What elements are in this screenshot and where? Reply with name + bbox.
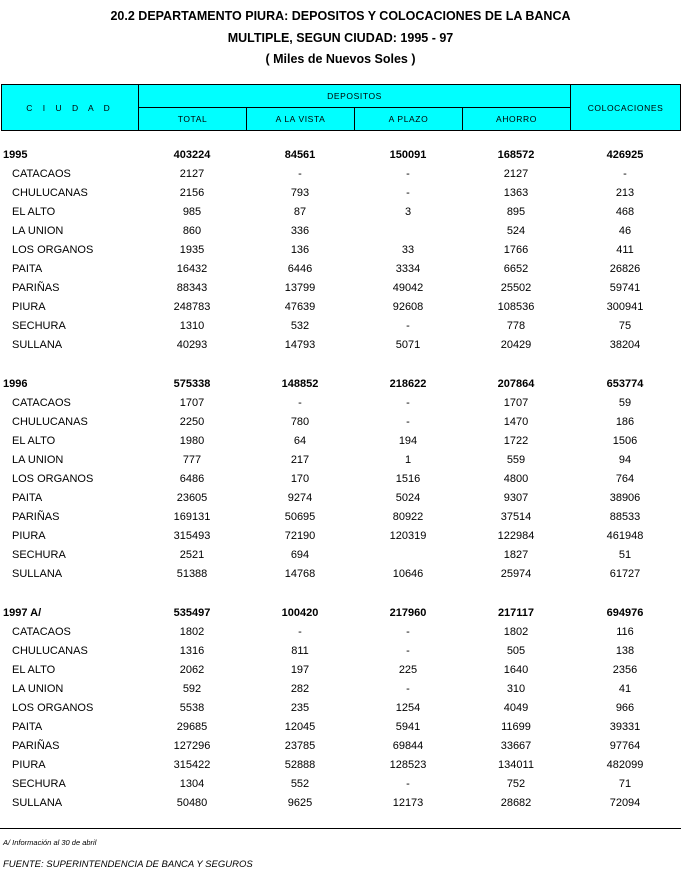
value-cell: 50695	[284, 511, 316, 523]
header-a-plazo: A PLAZO	[355, 108, 463, 131]
year-total-row	[0, 146, 681, 165]
value-cell: 33667	[500, 740, 532, 752]
value-cell: 2062	[179, 664, 205, 676]
table-row	[0, 794, 681, 813]
city-name: EL ALTO	[12, 435, 56, 447]
city-name: LOS ORGANOS	[12, 473, 94, 485]
value-cell: 213	[615, 187, 635, 199]
table-header	[1, 84, 681, 131]
city-name: PIURA	[12, 301, 46, 313]
value-cell: 6446	[287, 263, 313, 275]
value-cell: 97764	[609, 740, 641, 752]
value-cell: 3	[404, 206, 412, 218]
value-cell: 248783	[173, 301, 211, 313]
value-cell: -	[406, 397, 410, 409]
value-cell: 46	[618, 225, 632, 237]
value-cell: 72094	[609, 797, 641, 809]
year-label: 1995	[3, 149, 28, 161]
table-row	[0, 737, 681, 756]
table-row	[0, 203, 681, 222]
value-cell: 1827	[503, 549, 529, 561]
total-cell: 148852	[281, 378, 319, 390]
value-cell: 128523	[389, 759, 427, 771]
city-name: PIURA	[12, 759, 46, 771]
value-cell: 1304	[179, 778, 205, 790]
table-row	[0, 241, 681, 260]
value-cell: 811	[291, 645, 309, 657]
total-cell: 426925	[606, 149, 644, 161]
value-cell: 559	[506, 454, 526, 466]
city-name: EL ALTO	[12, 664, 56, 676]
value-cell: 1506	[612, 435, 638, 447]
value-cell: 14793	[284, 339, 316, 351]
year-label: 1997 A/	[3, 607, 42, 619]
city-name: PAITA	[12, 721, 43, 733]
value-cell: -	[406, 187, 410, 199]
value-cell: 2250	[179, 416, 205, 428]
table-row	[0, 413, 681, 432]
value-cell: 52888	[284, 759, 316, 771]
total-cell: 575338	[173, 378, 211, 390]
value-cell: 10646	[392, 568, 424, 580]
value-cell: 1640	[503, 664, 529, 676]
total-cell: 217117	[497, 607, 535, 619]
value-cell: -	[406, 626, 410, 638]
value-cell: 1316	[179, 645, 205, 657]
value-cell: 94	[618, 454, 632, 466]
value-cell: 47639	[284, 301, 316, 313]
value-cell: 9274	[287, 492, 313, 504]
value-cell: 28682	[500, 797, 532, 809]
value-cell: 505	[506, 645, 526, 657]
value-cell: 23785	[284, 740, 316, 752]
value-cell: 59741	[609, 282, 641, 294]
value-cell: 136	[290, 244, 310, 256]
value-cell: 37514	[500, 511, 532, 523]
value-cell: 9625	[287, 797, 313, 809]
value-cell: 694	[290, 549, 310, 561]
value-cell: 310	[506, 683, 526, 695]
value-cell: 11699	[501, 721, 531, 733]
value-cell: 860	[182, 225, 202, 237]
value-cell: -	[406, 645, 410, 657]
value-cell: -	[406, 778, 410, 790]
city-name: LA UNION	[12, 454, 64, 466]
value-cell: 5024	[395, 492, 421, 504]
header-ciudad: C I U D A D	[2, 85, 139, 131]
city-name: LOS ORGANOS	[12, 702, 94, 714]
value-cell: 235	[290, 702, 310, 714]
value-cell: 482099	[606, 759, 644, 771]
total-cell: 100420	[281, 607, 319, 619]
table-row	[0, 775, 681, 794]
value-cell: 61727	[609, 568, 641, 580]
value-cell: 4800	[503, 473, 529, 485]
value-cell: -	[298, 626, 302, 638]
value-cell: -	[298, 168, 302, 180]
total-cell: 207864	[497, 378, 535, 390]
value-cell: 186	[615, 416, 635, 428]
value-cell: 1802	[179, 626, 205, 638]
year-total-row	[0, 604, 681, 623]
table-row	[0, 336, 681, 355]
header-ahorro: AHORRO	[463, 108, 571, 131]
value-cell: -	[406, 168, 410, 180]
value-cell: 33	[401, 244, 415, 256]
city-name: PARIÑAS	[12, 740, 60, 752]
value-cell: 16432	[176, 263, 208, 275]
header-total: TOTAL	[139, 108, 247, 131]
group-spacer	[0, 355, 681, 375]
table-row	[0, 184, 681, 203]
value-cell: 69844	[392, 740, 424, 752]
value-cell: 51	[618, 549, 632, 561]
city-name: SECHURA	[12, 320, 66, 332]
value-cell: 49042	[392, 282, 424, 294]
city-name: PAITA	[12, 492, 43, 504]
table-row	[0, 298, 681, 317]
total-cell: 653774	[606, 378, 644, 390]
table-row	[0, 508, 681, 527]
city-name: SECHURA	[12, 778, 66, 790]
value-cell: 780	[290, 416, 310, 428]
value-cell: 2156	[179, 187, 205, 199]
city-name: CATACAOS	[12, 397, 71, 409]
value-cell: 461948	[606, 530, 644, 542]
year-total-row	[0, 375, 681, 394]
value-cell: 895	[506, 206, 526, 218]
value-cell: 1722	[503, 435, 529, 447]
value-cell: 2356	[612, 664, 638, 676]
value-cell: 336	[290, 225, 310, 237]
city-name: CHULUCANAS	[12, 416, 88, 428]
value-cell: 2127	[179, 168, 205, 180]
value-cell: 282	[290, 683, 310, 695]
value-cell: 64	[293, 435, 307, 447]
city-name: CHULUCANAS	[12, 645, 88, 657]
value-cell: 532	[290, 320, 310, 332]
total-cell: 168572	[497, 149, 535, 161]
value-cell: 2127	[503, 168, 529, 180]
header-a-la-vista: A LA VISTA	[247, 108, 355, 131]
value-cell: 793	[290, 187, 310, 199]
value-cell: 116	[616, 626, 634, 638]
value-cell: 40293	[176, 339, 208, 351]
table-row	[0, 394, 681, 413]
header-colocaciones: COLOCACIONES	[571, 85, 681, 131]
value-cell: 411	[616, 244, 634, 256]
value-cell: 170	[290, 473, 310, 485]
table-row	[0, 699, 681, 718]
value-cell: 51388	[176, 568, 208, 580]
value-cell: 72190	[284, 530, 316, 542]
value-cell: 20429	[500, 339, 532, 351]
value-cell: 764	[615, 473, 635, 485]
value-cell: 29685	[176, 721, 208, 733]
value-cell: 1516	[395, 473, 421, 485]
value-cell: 3334	[395, 263, 421, 275]
total-cell: 535497	[173, 607, 211, 619]
footer-divider	[0, 828, 681, 829]
value-cell: 122984	[497, 530, 535, 542]
total-cell: 403224	[173, 149, 211, 161]
value-cell: 26826	[609, 263, 641, 275]
value-cell: 6486	[179, 473, 205, 485]
value-cell: 1935	[179, 244, 205, 256]
city-name: SULLANA	[12, 339, 63, 351]
table-body	[0, 146, 681, 813]
value-cell: 50480	[176, 797, 208, 809]
table-row	[0, 642, 681, 661]
value-cell: 12045	[284, 721, 316, 733]
value-cell: 13799	[284, 282, 316, 294]
value-cell: 9307	[503, 492, 529, 504]
city-name: PARIÑAS	[12, 282, 60, 294]
value-cell: 169131	[173, 511, 211, 523]
value-cell: 120319	[389, 530, 427, 542]
value-cell: 5941	[395, 721, 421, 733]
value-cell: -	[298, 397, 302, 409]
city-name: PAITA	[12, 263, 43, 275]
value-cell: -	[406, 416, 410, 428]
total-cell: 150091	[389, 149, 427, 161]
total-cell: 217960	[389, 607, 427, 619]
value-cell: 38204	[609, 339, 641, 351]
year-label: 1996	[3, 378, 28, 390]
value-cell: 75	[618, 320, 632, 332]
table-row	[0, 451, 681, 470]
value-cell: 25974	[500, 568, 532, 580]
value-cell: 87	[293, 206, 307, 218]
value-cell: 1363	[503, 187, 529, 199]
total-cell: 84561	[284, 149, 316, 161]
value-cell: 1766	[503, 244, 529, 256]
footnote: A/ Información al 30 de abril	[3, 838, 97, 847]
city-name: LA UNION	[12, 225, 64, 237]
value-cell: 592	[182, 683, 202, 695]
city-name: PARIÑAS	[12, 511, 60, 523]
value-cell: 38906	[609, 492, 641, 504]
value-cell: 194	[398, 435, 418, 447]
value-cell: 39331	[609, 721, 641, 733]
value-cell: 217	[290, 454, 310, 466]
value-cell: 752	[506, 778, 526, 790]
value-cell: 552	[290, 778, 310, 790]
value-cell: 5538	[179, 702, 205, 714]
value-cell: 1707	[503, 397, 529, 409]
value-cell: -	[623, 168, 627, 180]
value-cell: 315493	[173, 530, 211, 542]
city-name: CATACAOS	[12, 168, 71, 180]
value-cell: 134011	[498, 759, 534, 771]
value-cell: -	[406, 683, 410, 695]
table-row	[0, 565, 681, 584]
total-cell: 218622	[389, 378, 427, 390]
table-row	[0, 317, 681, 336]
value-cell: 80922	[392, 511, 424, 523]
value-cell: 2521	[179, 549, 205, 561]
value-cell: 88343	[176, 282, 208, 294]
value-cell: 315422	[173, 759, 211, 771]
value-cell: 468	[615, 206, 635, 218]
value-cell: 6652	[503, 263, 529, 275]
value-cell: 5071	[395, 339, 421, 351]
table-row	[0, 756, 681, 775]
city-name: PIURA	[12, 530, 46, 542]
city-name: CATACAOS	[12, 626, 71, 638]
table-row	[0, 432, 681, 451]
value-cell: 23605	[176, 492, 208, 504]
value-cell: 14768	[284, 568, 316, 580]
city-name: LOS ORGANOS	[12, 244, 94, 256]
table-row	[0, 279, 681, 298]
city-name: SULLANA	[12, 568, 63, 580]
value-cell: 88533	[609, 511, 641, 523]
title-line-1: 20.2 DEPARTAMENTO PIURA: DEPOSITOS Y COLOCACIONES DE LA BANCA	[110, 9, 571, 23]
value-cell: 1254	[395, 702, 421, 714]
value-cell: 4049	[503, 702, 529, 714]
table-row	[0, 661, 681, 680]
value-cell: 524	[506, 225, 526, 237]
table-row	[0, 527, 681, 546]
total-cell: 694976	[606, 607, 644, 619]
city-name: SECHURA	[12, 549, 66, 561]
source-note: FUENTE: SUPERINTENDENCIA DE BANCA Y SEGUROS	[3, 859, 253, 870]
table-row	[0, 489, 681, 508]
value-cell: 1310	[179, 320, 205, 332]
group-spacer	[0, 584, 681, 604]
city-name: LA UNION	[12, 683, 64, 695]
value-cell: 41	[618, 683, 632, 695]
city-name: CHULUCANAS	[12, 187, 88, 199]
value-cell: 966	[615, 702, 635, 714]
value-cell: 59	[618, 397, 632, 409]
value-cell: 777	[182, 454, 202, 466]
table-row	[0, 623, 681, 642]
value-cell: 1707	[179, 397, 205, 409]
value-cell: -	[406, 320, 410, 332]
value-cell: 985	[182, 206, 202, 218]
table-row	[0, 470, 681, 489]
title-line-3: ( Miles de Nuevos Soles )	[265, 52, 416, 66]
value-cell: 1470	[503, 416, 529, 428]
value-cell: 127296	[173, 740, 211, 752]
value-cell: 1980	[179, 435, 205, 447]
value-cell: 25502	[500, 282, 532, 294]
value-cell: 1802	[503, 626, 529, 638]
table-row	[0, 260, 681, 279]
value-cell: 300941	[606, 301, 644, 313]
city-name: EL ALTO	[12, 206, 56, 218]
value-cell: 778	[506, 320, 526, 332]
value-cell: 138	[615, 645, 635, 657]
table-row	[0, 546, 681, 565]
value-cell: 92608	[392, 301, 424, 313]
title-line-2: MULTIPLE, SEGUN CIUDAD: 1995 - 97	[227, 31, 454, 45]
value-cell: 225	[398, 664, 418, 676]
city-name: SULLANA	[12, 797, 63, 809]
table-row	[0, 222, 681, 241]
header-depositos: DEPOSITOS	[139, 85, 571, 108]
table-row	[0, 165, 681, 184]
value-cell: 71	[618, 778, 632, 790]
table-row	[0, 718, 681, 737]
value-cell: 1	[404, 454, 412, 466]
value-cell: 197	[290, 664, 310, 676]
value-cell: 12173	[392, 797, 424, 809]
table-row	[0, 680, 681, 699]
value-cell: 108536	[497, 301, 535, 313]
